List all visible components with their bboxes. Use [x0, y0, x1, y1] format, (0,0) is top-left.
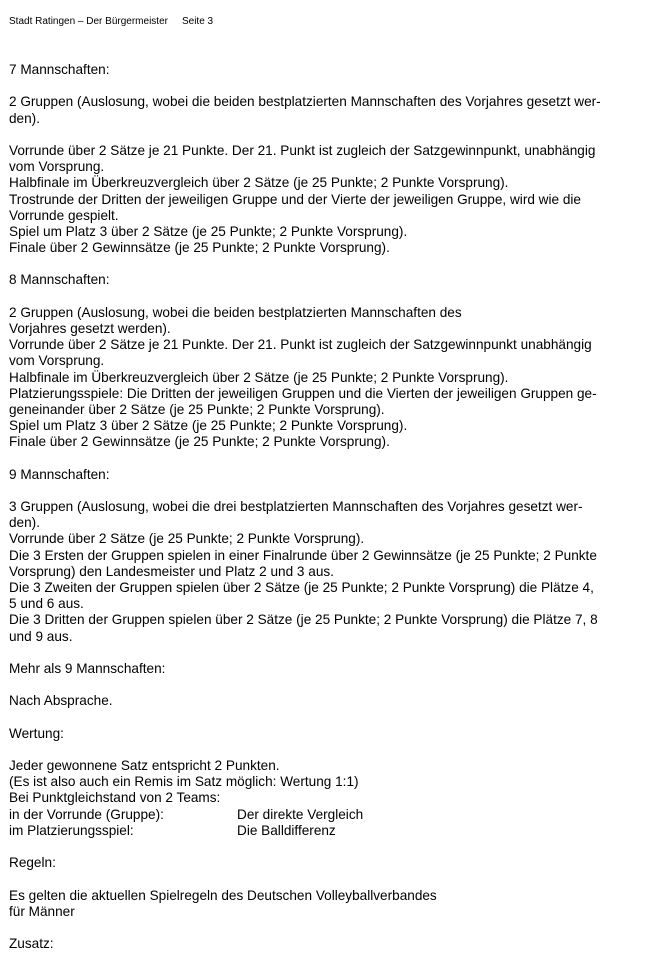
spacer [9, 710, 639, 726]
section-heading-9: 9 Mannschaften: [9, 466, 110, 482]
paragraph-line: 5 und 6 aus. [9, 596, 84, 612]
section-heading-zusatz: Zusatz: [9, 936, 54, 952]
spacer [9, 839, 639, 855]
paragraph-line: 2 Gruppen (Auslosung, wobei die beiden bestplatzierten Mannschaften des Vorjahres gesetzt wer- [9, 94, 601, 110]
spacer [9, 451, 639, 467]
spacer [9, 483, 639, 499]
paragraph-line: 3 Gruppen (Auslosung, wobei die drei bestplatzierten Mannschaften des Vorjahres gesetzt wer- [9, 499, 583, 515]
paragraph-line: Halbfinale im Überkreuzvergleich über 2 Sätze (je 25 Punkte; 2 Punkte Vorsprung). [9, 369, 509, 385]
paragraph-line: Nach Absprache. [9, 693, 113, 709]
paragraph-line: 2 Gruppen (Auslosung, wobei die beiden bestplatzierten Mannschaften des [9, 304, 462, 320]
paragraph-line: Finale über 2 Gewinnsätze (je 25 Punkte; 2 Punkte Vorsprung). [9, 434, 390, 450]
paragraph-line: Spiel um Platz 3 über 2 Sätze (je 25 Punkte; 2 Punkte Vorsprung). [9, 418, 408, 434]
paragraph-line: Die 3 Ersten der Gruppen spielen in einer Finalrunde über 2 Gewinnsätze (je 25 Punkte; 2 Punkte [9, 547, 597, 563]
paragraph-line: Spiel um Platz 3 über 2 Sätze (je 25 Punkte; 2 Punkte Vorsprung). [9, 223, 408, 239]
spacer [9, 645, 639, 661]
paragraph-line: Vorrunde über 2 Sätze (je 25 Punkte; 2 Punkte Vorsprung). [9, 531, 365, 547]
tiebreak-value: Die Balldifferenz [237, 822, 336, 838]
paragraph-line: Vorrunde über 2 Sätze je 21 Punkte. Der 21. Punkt ist zugleich der Satzgewinnpunkt, unabhängig [9, 142, 596, 158]
paragraph-line: und 9 aus. [9, 628, 73, 644]
paragraph-line: Jeder gewonnene Satz entspricht 2 Punkten. [9, 758, 280, 774]
paragraph-line: geneinander über 2 Sätze (je 25 Punkte; 2 Punkte Vorsprung). [9, 401, 385, 417]
spacer [9, 920, 639, 936]
tiebreak-label: im Platzierungsspiel: [9, 822, 134, 838]
paragraph-line: Die 3 Zweiten der Gruppen spielen über 2 Sätze (je 25 Punkte; 2 Punkte Vorsprung) die Plätze 4, [9, 580, 594, 595]
paragraph-line: Vorjahres gesetzt werden). [9, 321, 171, 336]
paragraph-line: Vorsprung) den Landesmeister und Platz 2 und 3 aus. [9, 563, 334, 579]
tiebreak-value: Der direkte Vergleich [237, 806, 364, 822]
header-page-number: Seite 3 [181, 16, 214, 27]
paragraph-line: Halbfinale im Überkreuzvergleich über 2 Sätze (je 25 Punkte; 2 Punkte Vorsprung). [9, 175, 509, 191]
spacer [9, 289, 639, 305]
spacer [9, 78, 639, 94]
document-body [9, 62, 639, 952]
spacer [9, 742, 639, 758]
section-heading-8: 8 Mannschaften: [9, 272, 110, 288]
paragraph-line: (Es ist also auch ein Remis im Satz möglich: Wertung 1:1) [9, 774, 359, 790]
spacer [9, 256, 639, 272]
paragraph-line: für Männer [9, 903, 75, 919]
page-header [9, 15, 213, 28]
spacer [9, 677, 639, 693]
header-title: Stadt Ratingen – Der Bürgermeister [9, 16, 168, 27]
paragraph-line: Finale über 2 Gewinnsätze (je 25 Punkte; 2 Punkte Vorsprung). [9, 240, 390, 256]
paragraph-line: den). [9, 515, 40, 531]
paragraph-line: Die 3 Dritten der Gruppen spielen über 2 Sätze (je 25 Punkte; 2 Punkte Vorsprung) die Plätze 7, 8 [9, 612, 598, 628]
section-heading-7: 7 Mannschaften: [9, 62, 110, 77]
paragraph-line: Trostrunde der Dritten der jeweiligen Gruppe und der Vierte der jeweiligen Gruppe, wird wie die [9, 191, 581, 207]
paragraph-line: Bei Punktgleichstand von 2 Teams: [9, 790, 221, 806]
paragraph-line: Vorrunde gespielt. [9, 207, 119, 223]
paragraph-line: vom Vorsprung. [9, 159, 105, 175]
paragraph-line: Vorrunde über 2 Sätze je 21 Punkte. Der 21. Punkt ist zugleich der Satzgewinnpunkt unabhängig [9, 337, 592, 353]
paragraph-line: den). [9, 110, 40, 126]
paragraph-line: Platzierungsspiele: Die Dritten der jeweiligen Gruppen und die Vierten der jeweiligen Gruppen ge- [9, 385, 597, 401]
paragraph-line: Es gelten die aktuellen Spielregeln des Deutschen Volleyballverbandes [9, 887, 437, 903]
paragraph-line: vom Vorsprung. [9, 353, 105, 369]
section-heading-regeln: Regeln: [9, 855, 56, 871]
spacer [9, 127, 639, 143]
tiebreak-row [9, 807, 639, 823]
spacer [9, 871, 639, 887]
section-heading-wertung: Wertung: [9, 725, 64, 741]
tiebreak-label: in der Vorrunde (Gruppe): [9, 806, 164, 822]
tiebreak-row [9, 823, 639, 839]
section-heading-more: Mehr als 9 Mannschaften: [9, 660, 166, 676]
